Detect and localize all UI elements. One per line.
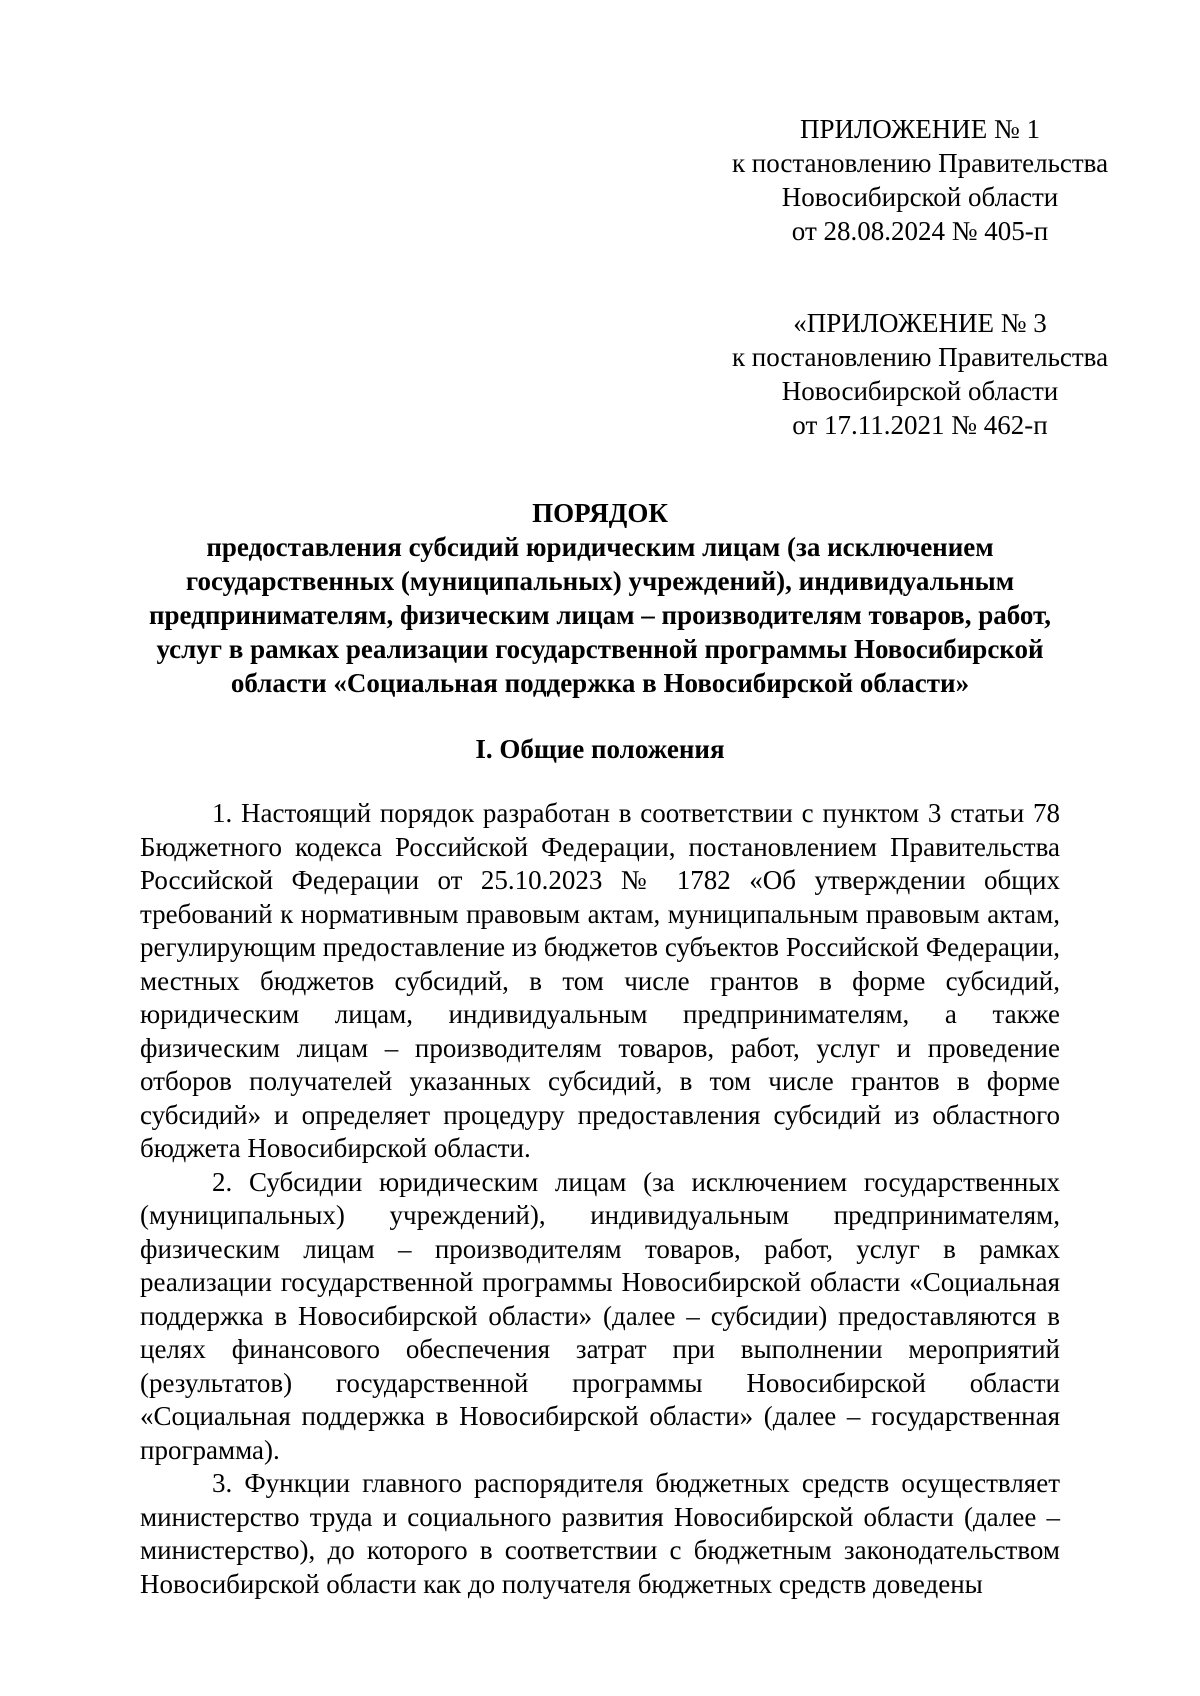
appendix-1-region: Новосибирской области [781,182,1059,212]
document-subtitle-line: предоставления субсидий юридическим лицам (за исключением [206,532,994,562]
document-subtitle-line: предпринимателям, физическим лицам – производителям товаров, работ, [148,600,1052,630]
document-subtitle-line: государственных (муниципальных) учреждений), индивидуальным [185,566,1015,596]
section-heading: I. Общие положения [475,734,725,764]
appendix-3-region: Новосибирской области [781,376,1059,406]
document-subtitle-line: области «Социальная поддержка в Новосибирской области» [230,668,970,698]
appendix-1-date-number: от 28.08.2024 № 405-п [791,216,1049,246]
paragraph-3: 3. Функции главного распорядителя бюджетных средств осуществляет министерство труда и социального развития Новосибирской области (далее – министерство), до которого в соответствии с бюджетным законодательством Новосибирской области как до получателя бюджетных средств доведены [140,1468,1060,1599]
appendix-1-title: ПРИЛОЖЕНИЕ № 1 [799,114,1041,144]
appendix-1-header [700,112,1140,248]
appendix-1-ref: к постановлению Правительства [731,148,1109,178]
document-title-block [140,496,1060,700]
document-body [140,797,1060,1601]
appendix-3-ref: к постановлению Правительства [731,342,1109,372]
appendix-3-title: «ПРИЛОЖЕНИЕ № 3 [793,308,1047,338]
document-title: ПОРЯДОК [532,498,668,528]
appendix-3-date-number: от 17.11.2021 № 462-п [792,410,1048,440]
document-subtitle-line: услуг в рамках реализации государственной программы Новосибирской [156,634,1044,664]
paragraph-2: 2. Субсидии юридическим лицам (за исключением государственных (муниципальных) учреждений), индивидуальным предпринимателям, физическим лицам – производителям товаров, работ, услуг в рамках реализации государственной программы Новосибирской области «Социальная поддержка в Новосибирской области» (далее – субсидии) предоставляются в целях финансового обеспечения затрат при выполнении мероприятий (результатов) государственной программы Новосибирской области «Социальная поддержка в Новосибирской области» (далее – государственная программа). [140,1166,1060,1465]
appendix-3-header [700,306,1140,442]
paragraph-1: 1. Настоящий порядок разработан в соответствии с пунктом 3 статьи 78 Бюджетного кодекса Российской Федерации, постановлением Правительства Российской Федерации от 25.10.2023 № 1782 «Об утверждении общих требований к нормативным правовым актам, муниципальным правовым актам, регулирующим предоставление из бюджетов субъектов Российской Федерации, местных бюджетов субсидий, в том числе грантов в форме субсидий, юридическим лицам, индивидуальным предпринимателям, а также физическим лицам – производителям товаров, работ, услуг и проведение отборов получателей указанных субсидий, в том числе грантов в форме субсидий» и определяет процедуру предоставления субсидий из областного бюджета Новосибирской области. [140,798,1060,1163]
